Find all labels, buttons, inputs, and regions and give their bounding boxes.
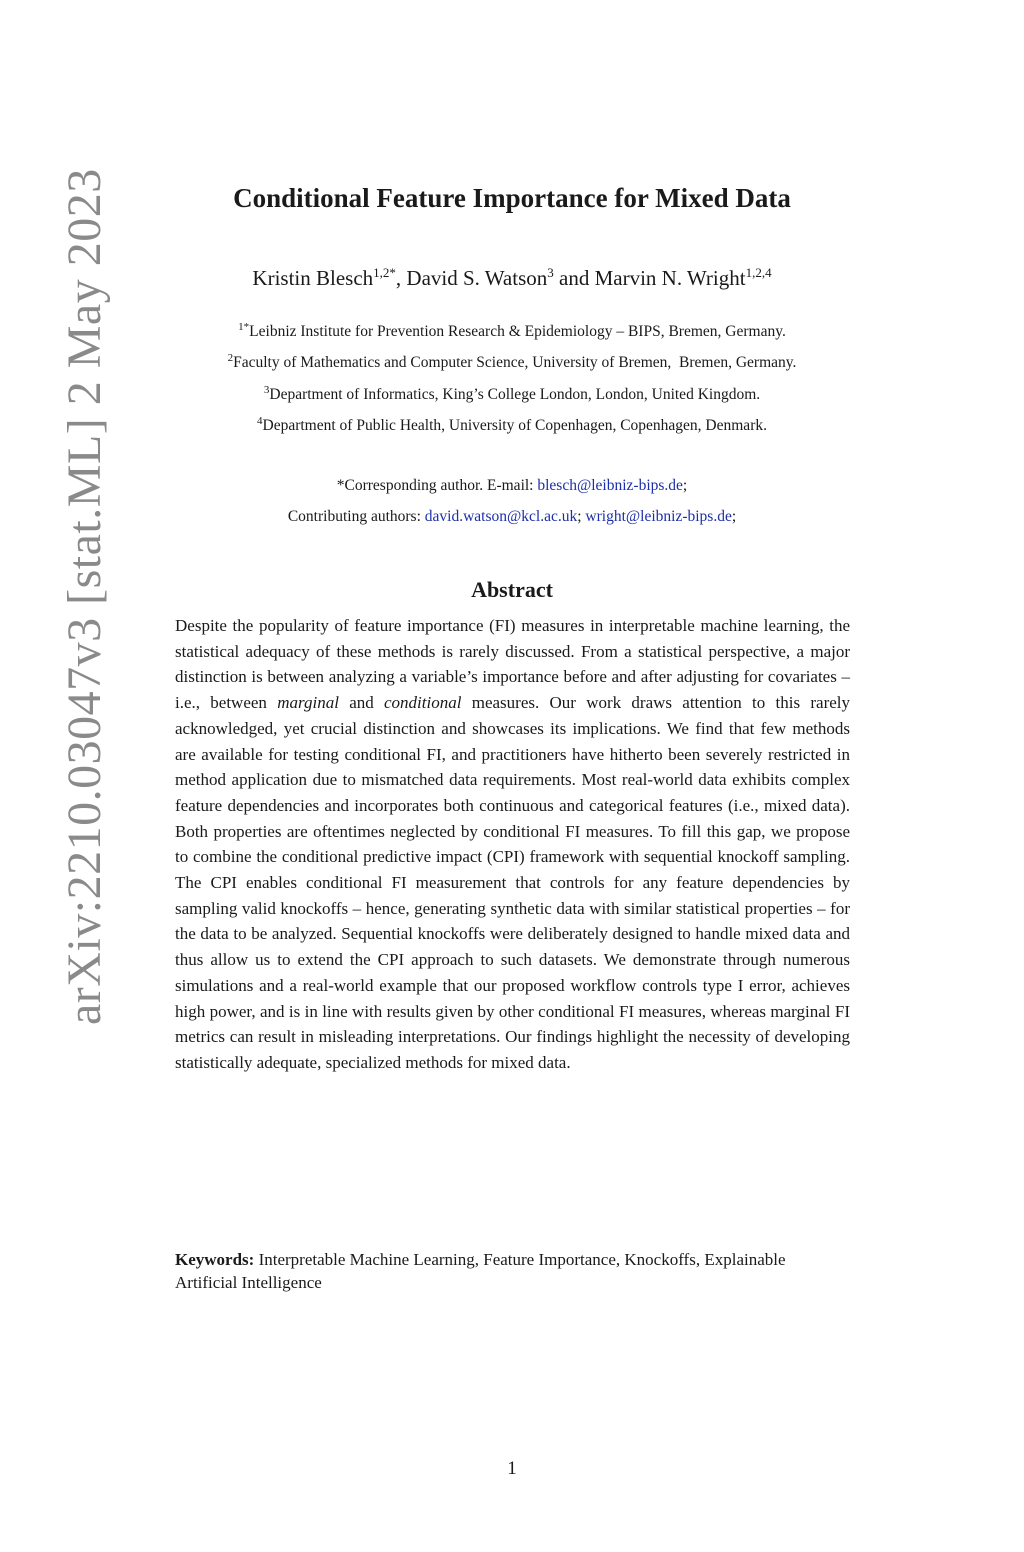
- abstract-text-segment: measures. Our work draws attention to this rarely acknowledged, yet crucial distinction and showcases its implications. We find that few methods are available for testing conditional FI, and practitioners have hitherto been severely restricted in method application due to mismatched data requirements. Most real-world data exhibits complex feature dependencies and incorporates both continuous and categorical features (i.e., mixed data). Both properties are oftentimes neglected by conditional FI measures. To fill this gap, we propose to combine the conditional predictive impact (CPI) framework with sequential knockoff sampling. The CPI enables conditional FI measurement that controls for any feature dependencies by sampling valid knockoffs – hence, generating synthetic data with similar statistical properties – for the data to be analyzed. Sequential knockoffs were deliberately designed to handle mixed data and thus allow us to extend the CPI approach to such datasets. We demonstrate through numerous simulations and a real-world example that our proposed workflow controls type I error, achieves high power, and is in line with results given by other conditional FI measures, whereas marginal FI metrics can result in misleading interpretations. Our findings highlight the necessity of developing statistically adequate, specialized methods for mixed data.: [175, 693, 851, 1072]
- abstract-emphasis-marginal: marginal: [277, 693, 339, 713]
- corresponding-email-link[interactable]: blesch@leibniz-bips.de: [537, 477, 683, 494]
- affiliation-1: [0, 320, 1024, 341]
- affiliation-text: Department of Public Health, University of Copenhagen, Copenhagen, Denmark.: [262, 417, 767, 434]
- author-affiliation-marker: 1,2*: [373, 265, 396, 280]
- affiliation-2: [0, 351, 1024, 372]
- author-separator: ,: [395, 266, 407, 290]
- contributing-separator: ;: [577, 508, 586, 525]
- affiliation-text: Faculty of Mathematics and Computer Science, University of Bremen, Bremen, Germany.: [233, 354, 797, 371]
- affiliation-marker: 1*: [238, 320, 250, 333]
- contributing-email-link[interactable]: wright@leibniz-bips.de: [585, 508, 732, 525]
- author-affiliation-marker: 1,2,4: [745, 265, 772, 280]
- contributing-authors-line: [0, 508, 1024, 526]
- page-number: 1: [507, 1458, 517, 1479]
- arxiv-identifier-stamp: arXiv:2210.03047v3 [stat.ML] 2 May 2023: [58, 168, 111, 1025]
- author-affiliation-marker: 3: [547, 265, 554, 280]
- author-name: David S. Watson: [406, 266, 548, 290]
- affiliation-marker: 3: [263, 383, 270, 396]
- abstract-text: [175, 613, 850, 1076]
- affiliation-marker: 2: [227, 351, 234, 364]
- keywords-text: Interpretable Machine Learning, Feature Importance, Knockoffs, Explainable Artificial Intelligence: [175, 1250, 786, 1292]
- abstract-heading: Abstract: [471, 577, 553, 602]
- author-separator: and: [553, 266, 595, 290]
- abstract-text-segment: and: [338, 693, 385, 713]
- affiliation-4: [0, 414, 1024, 435]
- author-name: Kristin Blesch: [252, 266, 374, 290]
- abstract-emphasis-conditional: conditional: [384, 693, 462, 713]
- keywords-label: Keywords:: [175, 1250, 255, 1269]
- affiliation-text: Department of Informatics, King’s College London, London, United Kingdom.: [269, 386, 761, 403]
- author-name: Marvin N. Wright: [594, 266, 746, 290]
- paper-title: Conditional Feature Importance for Mixed Data: [233, 183, 791, 213]
- affiliation-marker: 4: [257, 414, 263, 427]
- contributing-suffix: ;: [731, 508, 737, 525]
- affiliation-text: Leibniz Institute for Prevention Research & Epidemiology – BIPS, Bremen, Germany.: [249, 323, 786, 340]
- keywords: [175, 1248, 850, 1294]
- contributing-email-link[interactable]: david.watson@kcl.ac.uk: [424, 508, 578, 525]
- author-list: [0, 266, 1024, 291]
- abstract-text-segment: Despite the popularity of feature importance (FI) measures in interpretable machine learning, the statistical adequacy of these methods is rarely discussed. From a statistical perspective, a major distinction is between analyzing a variable’s importance before and after adjusting for covariates – i.e., between: [175, 616, 850, 713]
- corresponding-label: *Corresponding author. E-mail:: [336, 477, 538, 494]
- contributing-label: Contributing authors:: [287, 508, 425, 525]
- corresponding-suffix: ;: [682, 477, 688, 494]
- affiliation-3: [0, 383, 1024, 404]
- corresponding-author-line: [0, 477, 1024, 495]
